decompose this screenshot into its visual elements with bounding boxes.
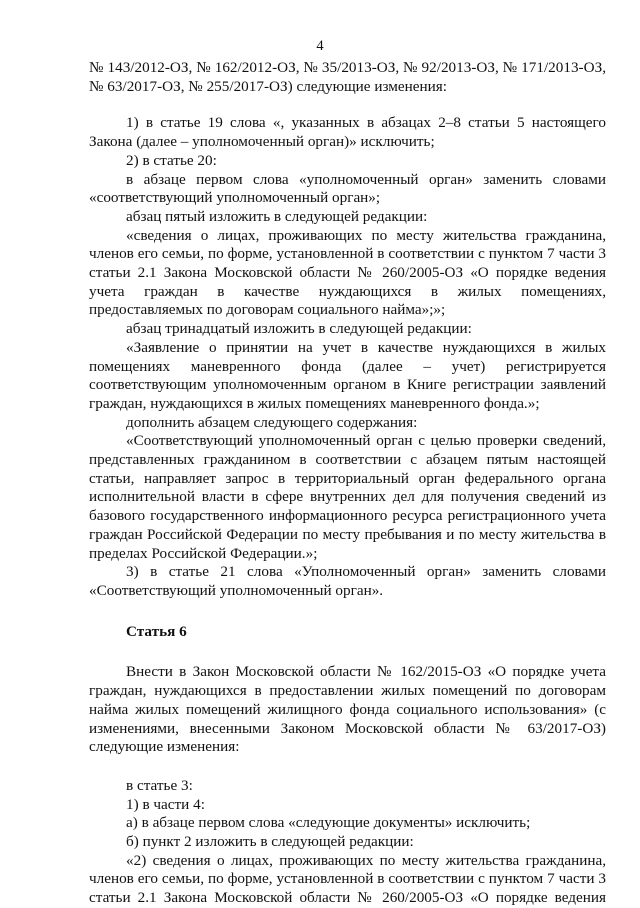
document-body — [89, 59, 606, 908]
paragraph-first-abzac: в абзаце первом слова «уполномоченный орган» заменить словами «соответствующий уполномоченный орган»; — [89, 170, 606, 207]
paragraph-amend-law: Внести в Закон Московской области № 162/2015-ОЗ «О порядке учета граждан, нуждающихся в предоставлении жилых помещений по договорам найма жилых помещений жилищного фонда социального использования» (с изменениями, внесенными Законом Московской области № 63/2017-ОЗ) следующие изменения: — [89, 663, 606, 756]
paragraph-quote-authority: «Соответствующий уполномоченный орган с целью проверки сведений, представленных гражданином в соответствии с абзацем пятым настоящей статьи, направляет запрос в территориальный орган федерального органа исполнительной власти в сфере внутренних дел для получения сведений из базового государственного информационного ресурса регистрационного учета граждан Российской Федерации по месту пребывания и по месту жительства в пределах Российской Федерации.»; — [89, 432, 606, 562]
paragraph-sub-b: б) пункт 2 изложить в следующей редакции: — [126, 833, 414, 851]
paragraph-quote-application: «Заявление о принятии на учет в качестве нуждающихся в жилых помещениях маневренного фонда (далее – учет) регистрируется соответствующим уполномоченным органом в Книге регистрации заявлений граждан, нуждающихся в жилых помещениях маневренного фонда.»; — [89, 338, 606, 412]
paragraph-item-2: 2) в статье 20: — [126, 151, 217, 169]
article-heading: Статья 6 — [126, 622, 187, 640]
paragraph-thirteenth-abzac: абзац тринадцатый изложить в следующей редакции: — [126, 320, 472, 338]
paragraph-add-abzac: дополнить абзацем следующего содержания: — [126, 413, 418, 431]
paragraph-quote-persons: «сведения о лицах, проживающих по месту жительства гражданина, членов его семьи, по форме, установленной в соответствии с пунктом 7 части 3 статьи 2.1 Закона Московской области № 260/2005-ОЗ «О порядке ведения учета граждан в качестве нуждающихся в жилых помещениях, предоставляемых по договорам социального найма»;»; — [89, 226, 606, 319]
paragraph-article-3: в статье 3: — [126, 776, 193, 794]
paragraph-item-3: 3) в статье 21 слова «Уполномоченный орган» заменить словами «Соответствующий уполномоченный орган». — [89, 563, 606, 599]
paragraph-part-4: 1) в части 4: — [126, 795, 205, 813]
paragraph-law-list: № 143/2012-ОЗ, № 162/2012-ОЗ, № 35/2013-ОЗ, № 92/2013-ОЗ, № 171/2013-ОЗ, № 63/2017-ОЗ, № 255/2017-ОЗ) следующие изменения: — [89, 59, 606, 95]
paragraph-fifth-abzac: абзац пятый изложить в следующей редакции: — [126, 207, 428, 225]
paragraph-quote-persons-2: «2) сведения о лицах, проживающих по месту жительства гражданина, членов его семьи, по форме, установленной в соответствии с пунктом 7 части 3 статьи 2.1 Закона Московской области № 260/2005-ОЗ «О порядке ведения — [89, 851, 606, 907]
paragraph-item-1: 1) в статье 19 слова «, указанных в абзацах 2–8 статьи 5 настоящего Закона (далее – уполномоченный орган)» исключить; — [89, 114, 606, 151]
paragraph-sub-a: а) в абзаце первом слова «следующие документы» исключить; — [126, 814, 531, 832]
page-number: 4 — [316, 38, 324, 54]
